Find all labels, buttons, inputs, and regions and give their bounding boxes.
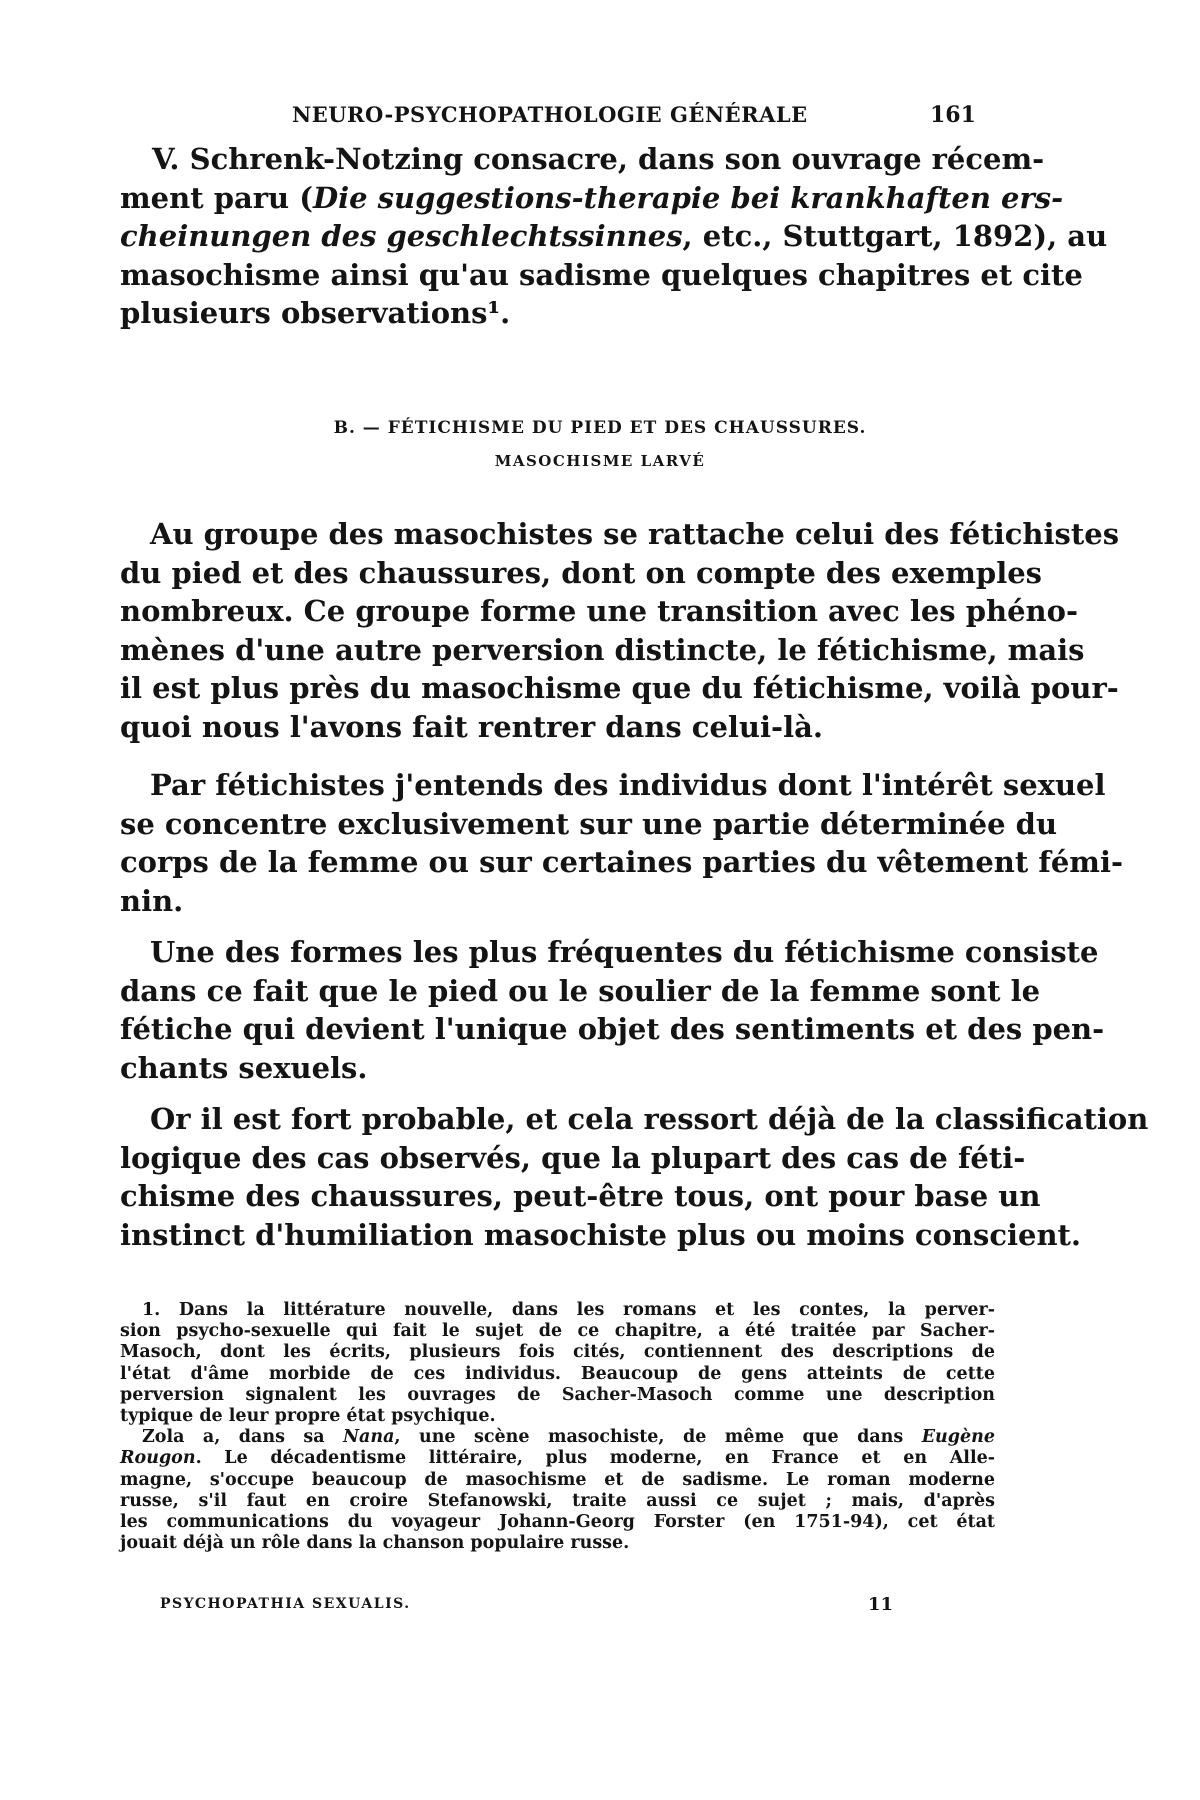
footnote-line: jouait déjà un rôle dans la chanson populaire russe. xyxy=(120,1533,630,1554)
footnote-line: typique de leur propre état psychique. xyxy=(120,1405,496,1426)
text-line: Au groupe des masochistes se rattache celui des fétichistes xyxy=(150,517,1120,551)
paragraph-3 xyxy=(120,933,1105,1087)
footnote-line: magne, s'occupe beaucoup de masochisme et de sadisme. Le roman moderne xyxy=(120,1469,995,1490)
text-line: chants sexuels. xyxy=(120,1050,368,1085)
page-number: 161 xyxy=(930,102,976,128)
footnote-line: russe, s'il faut en croire Stefanowski, traite aussi ce sujet ; mais, d'après xyxy=(120,1490,995,1511)
footnote-line xyxy=(120,1448,995,1469)
text-line: il est plus près du masochisme que du fétichisme, voilà pour- xyxy=(120,671,1119,705)
text-line: fétiche qui devient l'unique objet des sentiments et des pen- xyxy=(120,1012,1105,1046)
text-line: logique des cas observés, que la plupart des cas de féti- xyxy=(120,1140,1026,1175)
text-line: instinct d'humiliation masochiste plus ou moins conscient. xyxy=(120,1217,1082,1252)
section-heading: B. — FÉTICHISME DU PIED ET DES CHAUSSURES. xyxy=(333,418,867,438)
text-fragment: , etc., Stuttgart, 1892), au xyxy=(682,219,1108,253)
text-line: nin. xyxy=(120,883,184,918)
text-line: chisme des chaussures, peut-être tous, ont pour base un xyxy=(120,1179,1041,1213)
text-line: masochisme ainsi qu'au sadisme quelques chapitres et cite xyxy=(120,257,1083,292)
footnote-line: les communications du voyageur Johann-Georg Forster (en 1751-94), cet état xyxy=(120,1511,995,1532)
text-line: nombreux. Ce groupe forme une transition avec les phéno- xyxy=(120,594,1079,628)
text-line: plusieurs observations¹. xyxy=(120,296,511,330)
signature-mark: 11 xyxy=(868,1594,894,1615)
book-title-italic: Eugène xyxy=(921,1427,995,1448)
text-line: quoi nous l'avons fait rentrer dans celui-là. xyxy=(120,709,823,744)
text-line: du pied et des chaussures, dont on compte des exemples xyxy=(120,555,1042,590)
text-line: mènes d'une autre perversion distincte, le fétichisme, mais xyxy=(120,632,1085,667)
book-title-italic: Nana xyxy=(343,1427,395,1448)
paragraph-2 xyxy=(120,766,1124,920)
footnote xyxy=(120,1300,995,1554)
text-line: Par fétichistes j'entends des individus dont l'intérêt sexuel xyxy=(150,768,1106,802)
paragraph-4 xyxy=(120,1100,1149,1254)
footnote-line xyxy=(120,1427,995,1448)
book-title-italic: Rougon xyxy=(120,1448,196,1469)
running-title: NEURO-PSYCHOPATHOLOGIE GÉNÉRALE xyxy=(292,102,808,127)
signature-title: PSYCHOPATHIA SEXUALIS. xyxy=(160,1596,411,1612)
paragraph-1 xyxy=(120,515,1120,746)
text-fragment: , une scène masochiste, de même que dans xyxy=(394,1427,922,1448)
text-line: se concentre exclusivement sur une partie déterminée du xyxy=(120,806,1058,841)
footnote-line: Masoch, dont les écrits, plusieurs fois cités, contiennent des descriptions de xyxy=(120,1342,995,1363)
text-fragment: ment paru ( xyxy=(120,180,313,215)
text-line: V. Schrenk-Notzing consacre, dans son ouvrage récem- xyxy=(152,142,1045,176)
text-line: Or il est fort probable, et cela ressort déjà de la classification xyxy=(150,1102,1149,1136)
text-fragment: . Le décadentisme littéraire, plus moderne, en France et en Alle- xyxy=(195,1448,995,1469)
section-subheading: MASOCHISME LARVÉ xyxy=(494,452,706,470)
text-fragment: Zola a, dans sa xyxy=(142,1427,344,1448)
footnote-line: perversion signalent les ouvrages de Sacher-Masoch comme une description xyxy=(120,1384,995,1405)
text-line: Une des formes les plus fréquentes du fétichisme consiste xyxy=(150,935,1099,969)
text-line: corps de la femme ou sur certaines parties du vêtement fémi- xyxy=(120,845,1124,879)
text-line xyxy=(120,179,1064,218)
footnote-line: 1. Dans la littérature nouvelle, dans les romans et les contes, la perver- xyxy=(142,1300,995,1320)
footnote-line: sion psycho-sexuelle qui fait le sujet de ce chapitre, a été traitée par Sacher- xyxy=(120,1321,995,1342)
text-line xyxy=(120,217,1108,256)
book-title-italic: Die suggestions-therapie bei krankhaften ers- xyxy=(312,180,1064,215)
intro-paragraph xyxy=(120,140,1108,333)
text-line: dans ce fait que le pied ou le soulier de la femme sont le xyxy=(120,973,1041,1008)
book-title-italic: cheinungen des geschlechtssinnes xyxy=(120,219,683,253)
footnote-line: l'état d'âme morbide de ces individus. Beaucoup de gens atteints de cette xyxy=(120,1363,995,1384)
